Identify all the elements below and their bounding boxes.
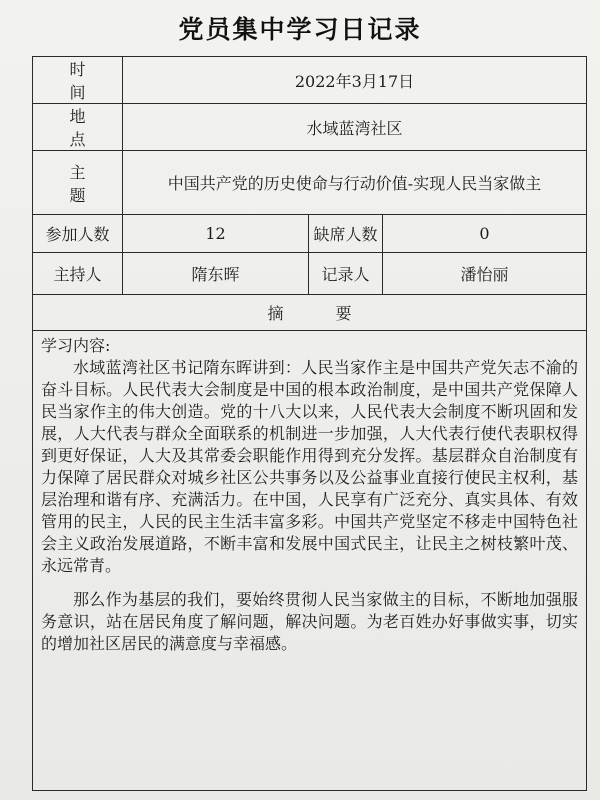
absentees-value: 0 bbox=[383, 215, 587, 253]
content-paragraph-1: 水域蓝湾社区书记隋东晖讲到：人民当家作主是中国共产党矢志不渝的奋斗目标。人民代表大会制度是中国的根本政治制度，是中国共产党保障人民当家作主的伟大创造。党的十八大以来，人民代表大会制度不断巩固和发展，人大代表与群众全面联系的机制进一步加强，人大代表行使代表职权得到更好保证，人大及其常委会职能作用得到充分发挥。基层群众自治制度有力保障了居民群众对城乡社区公共事务以及公益事业直接行使民主权利，基层治理和谐有序、充满活力。在中国，人民享有广泛充分、真实具体、有效管用的民主，人民的民主生活丰富多彩。中国共产党坚定不移走中国特色社会主义政治发展道路，不断丰富和发展中国式民主，让民主之树枝繁叶茂、永远常青。 bbox=[41, 358, 579, 575]
host-label: 主持人 bbox=[33, 253, 123, 295]
time-value: 2022年3月17日 bbox=[123, 57, 587, 104]
row-summary-content bbox=[33, 331, 587, 791]
attendees-label: 参加人数 bbox=[33, 215, 123, 253]
summary-heading: 摘要 bbox=[33, 295, 587, 331]
time-label: 时间 bbox=[33, 57, 123, 104]
place-value: 水域蓝湾社区 bbox=[123, 104, 587, 151]
row-place bbox=[33, 104, 587, 151]
recorder-label: 记录人 bbox=[309, 253, 383, 295]
row-summary-heading bbox=[33, 295, 587, 331]
place-label: 地点 bbox=[33, 104, 123, 151]
attendees-value: 12 bbox=[123, 215, 309, 253]
row-counts bbox=[33, 215, 587, 253]
topic-value: 中国共产党的历史使命与行动价值-实现人民当家做主 bbox=[123, 151, 587, 215]
absentees-label: 缺席人数 bbox=[309, 215, 383, 253]
document-title: 党员集中学习日记录 bbox=[178, 15, 422, 44]
topic-label: 主题 bbox=[33, 151, 123, 215]
row-people bbox=[33, 253, 587, 295]
host-value: 隋东晖 bbox=[123, 253, 309, 295]
content-label: 学习内容: bbox=[41, 336, 111, 355]
row-topic bbox=[33, 151, 587, 215]
summary-content bbox=[33, 331, 587, 791]
record-table bbox=[32, 56, 587, 791]
recorder-value: 潘怡丽 bbox=[383, 253, 587, 295]
content-paragraph-2: 那么作为基层的我们，要始终贯彻人民当家做主的目标，不断地加强服务意识，站在居民角度了解问题，解决问题。为老百姓办好事做实事，切实的增加社区居民的满意度与幸福感。 bbox=[41, 590, 579, 653]
row-time bbox=[33, 57, 587, 104]
